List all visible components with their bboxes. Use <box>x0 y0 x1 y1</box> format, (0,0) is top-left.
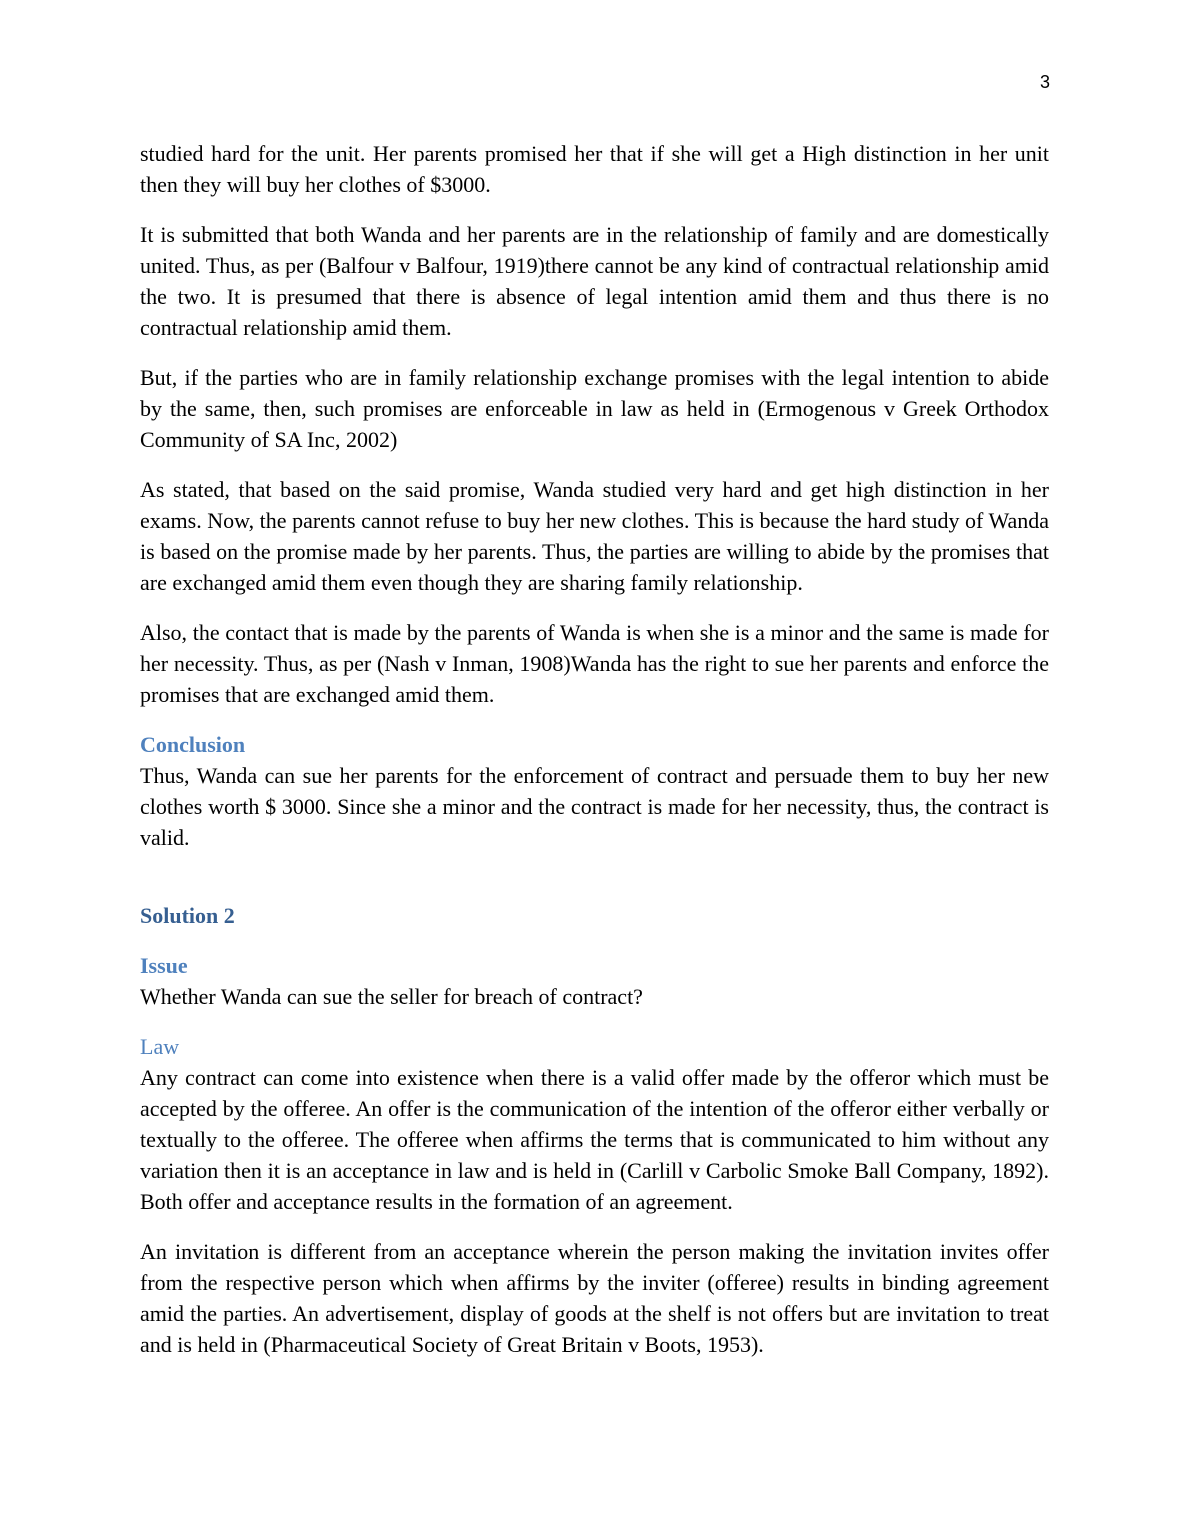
conclusion-heading: Conclusion <box>140 732 246 757</box>
paragraph-4: As stated, that based on the said promise, Wanda studied very hard and get high distinction in her exams. Now, the parents cannot refuse to buy her new clothes. This is because the hard study of Wanda is based on the promise made by her parents. Thus, the parties are willing to abide by the promises that are exchanged amid them even though they are sharing family relationship. <box>140 477 1049 595</box>
heading-spacer <box>140 931 1049 950</box>
law-paragraph-1: Any contract can come into existence when there is a valid offer made by the offeror which must be accepted by the offeree. An offer is the communication of the intention of the offeror either verbally or textually to the offeree. The offeree when affirms the terms that is communicated to him without any variation then it is an acceptance in law and is held in (Carlill v Carbolic Smoke Ball Company, 1892). Both offer and acceptance results in the formation of an agreement. <box>140 1065 1049 1214</box>
section-spacer <box>140 853 1049 900</box>
law-paragraph-2: An invitation is different from an acceptance wherein the person making the invitation invites offer from the respective person which when affirms by the inviter (offeree) results in binding agreement amid the parties. An advertisement, display of goods at the shelf is not offers but are invitation to treat and is held in (Pharmaceutical Society of Great Britain v Boots, 1953). <box>140 1239 1049 1357</box>
paragraph-5: Also, the contact that is made by the parents of Wanda is when she is a minor and the same is made for her necessity. Thus, as per (Nash v Inman, 1908)Wanda has the right to sue her parents and enforce the promises that are exchanged amid them. <box>140 620 1049 707</box>
issue-spacer <box>140 1012 1049 1031</box>
paragraph-1: studied hard for the unit. Her parents promised her that if she will get a High distinction in her unit then they will buy her clothes of $3000. <box>140 141 1049 197</box>
issue-heading: Issue <box>140 953 188 978</box>
issue-text: Whether Wanda can sue the seller for breach of contract? <box>140 984 643 1009</box>
document-body <box>140 138 1049 1379</box>
solution-2-heading: Solution 2 <box>140 903 235 928</box>
law-heading: Law <box>140 1034 180 1059</box>
paragraph-3: But, if the parties who are in family relationship exchange promises with the legal intention to abide by the same, then, such promises are enforceable in law as held in (Ermogenous v Greek Orthodox Community of SA Inc, 2002) <box>140 365 1049 452</box>
paragraph-2: It is submitted that both Wanda and her parents are in the relationship of family and are domestically united. Thus, as per (Balfour v Balfour, 1919)there cannot be any kind of contractual relationship amid the two. It is presumed that there is absence of legal intention amid them and thus there is no contractual relationship amid them. <box>140 222 1049 340</box>
page-number: 3 <box>1039 72 1050 92</box>
conclusion-text: Thus, Wanda can sue her parents for the enforcement of contract and persuade them to buy her new clothes worth $ 3000. Since she a minor and the contract is made for her necessity, thus, the contract is valid. <box>140 763 1049 850</box>
